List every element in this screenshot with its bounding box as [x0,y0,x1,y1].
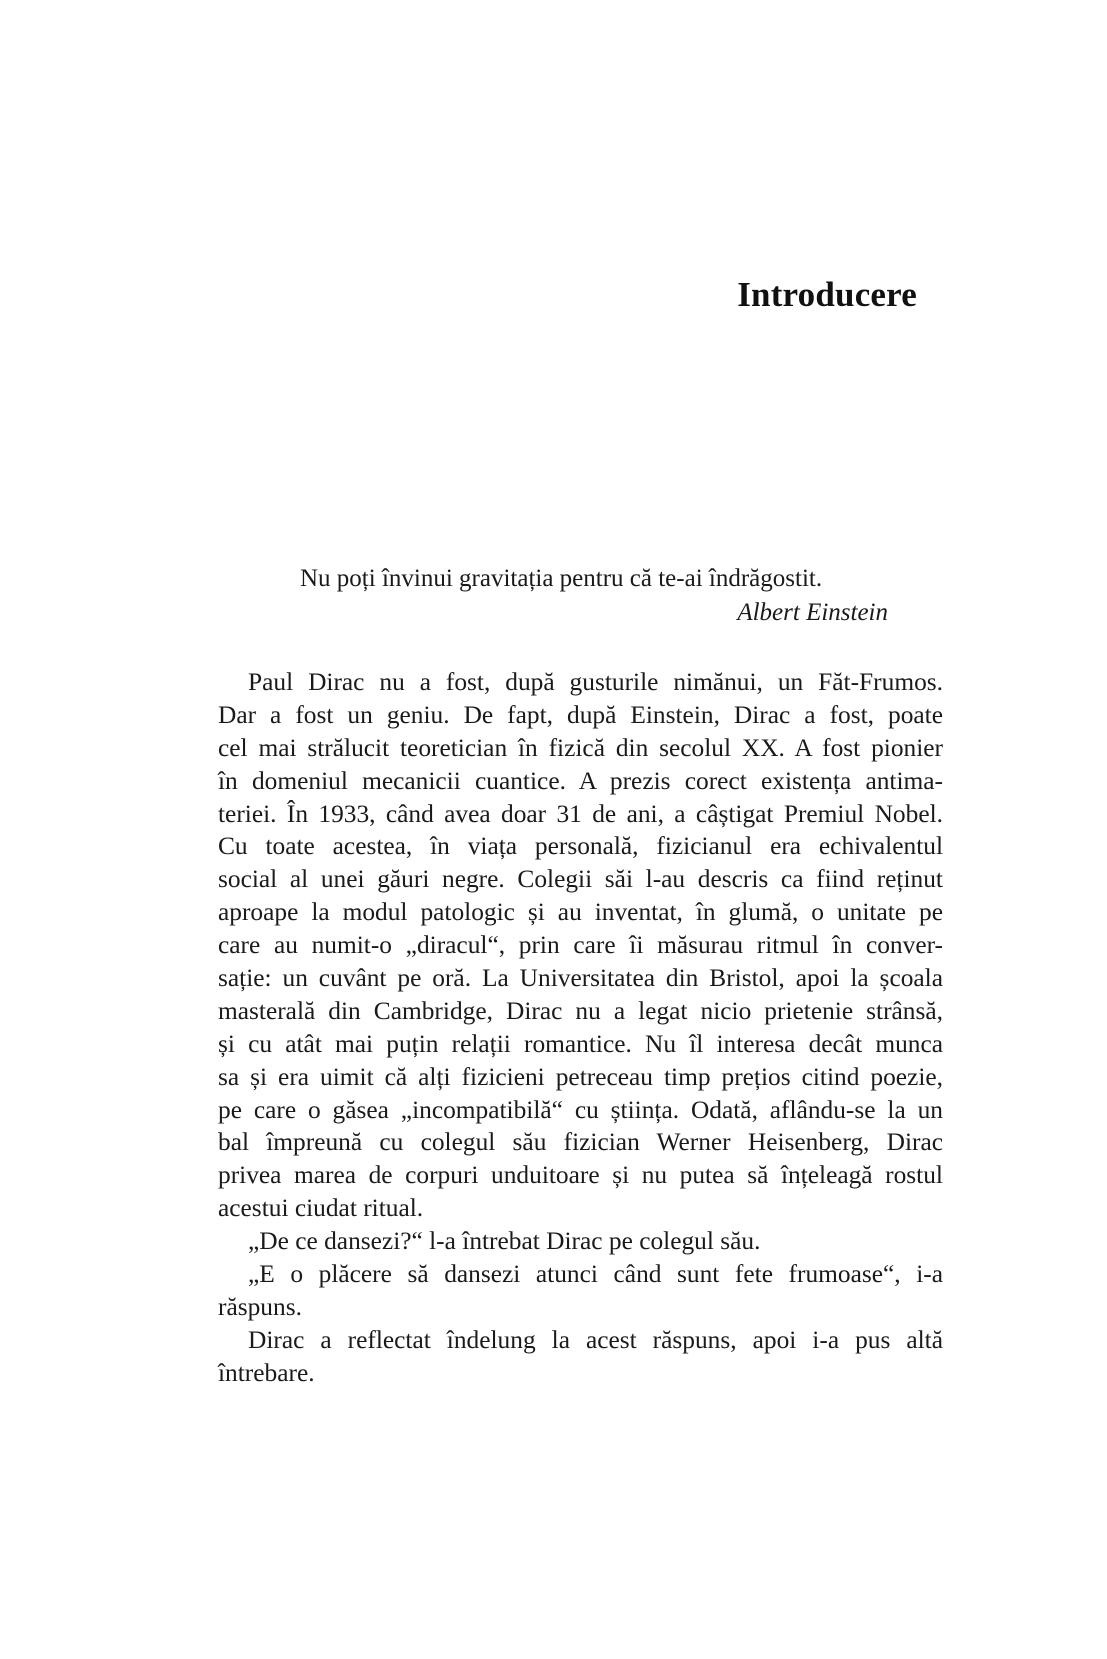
text-line: sa și era uimit că alți fizicieni petreceau timp prețios citind poezie, [218,1062,943,1091]
text-line: care au numit-o „diracul“, prin care îi măsurau ritmul în conver- [218,931,943,960]
text-line: masterală din Cambridge, Dirac nu a legat nicio prietenie strânsă, [218,996,943,1025]
text-line: Paul Dirac nu a fost, după gusturile nimănui, un Făt-Frumos. [248,668,943,696]
text-line: cel mai strălucit teoretician în fizică din secolul XX. A fost pionier [218,733,943,762]
text-line: Dar a fost un geniu. De fapt, după Einstein, Dirac a fost, poate [218,700,943,729]
epigraph-quote: Nu poți învinui gravitația pentru că te-ai îndrăgostit. [300,565,823,592]
text-line: acestui ciudat ritual. [218,1194,424,1223]
text-line: Dirac a reflectat îndelung la acest răspuns, apoi i-a pus altă [248,1325,943,1354]
text-line: întrebare. [218,1358,315,1387]
text-line: aproape la modul patologic și au inventat, în glumă, o unitate pe [218,898,943,927]
text-line: în domeniul mecanicii cuantice. A prezis corect existența antima- [218,766,943,795]
text-line: sație: un cuvânt pe oră. La Universitatea din Bristol, apoi la școala [218,964,943,993]
chapter-title: Introducere [737,275,917,314]
text-line: răspuns. [218,1292,302,1321]
text-line: teriei. În 1933, când avea doar 31 de ani, a câștigat Premiul Nobel. [218,799,943,828]
text-line: bal împreună cu colegul său fizician Werner Heisenberg, Dirac [218,1128,943,1157]
dialogue-line: „E o plăcere să dansezi atunci când sunt fete frumoase“, i-a [248,1260,943,1289]
text-line: social al unei găuri negre. Colegii săi l-au descris ca fiind reținut [218,865,943,894]
dialogue-line: „De ce dansezi?“ l-a întrebat Dirac pe colegul său. [248,1227,761,1256]
text-line: Cu toate acestea, în viața personală, fizicianul era echivalentul [218,832,943,861]
text-line: și cu atât mai puțin relații romantice. Nu îl interesa decât munca [218,1029,943,1058]
text-line: privea marea de corpuri unduitoare și nu putea să înțeleagă rostul [218,1161,943,1190]
text-line: pe care o găsea „incompatibilă“ cu știința. Odată, aflându-se la un [218,1095,943,1124]
epigraph [300,562,915,630]
epigraph-author: Albert Einstein [737,599,888,626]
body-text [218,666,943,1390]
